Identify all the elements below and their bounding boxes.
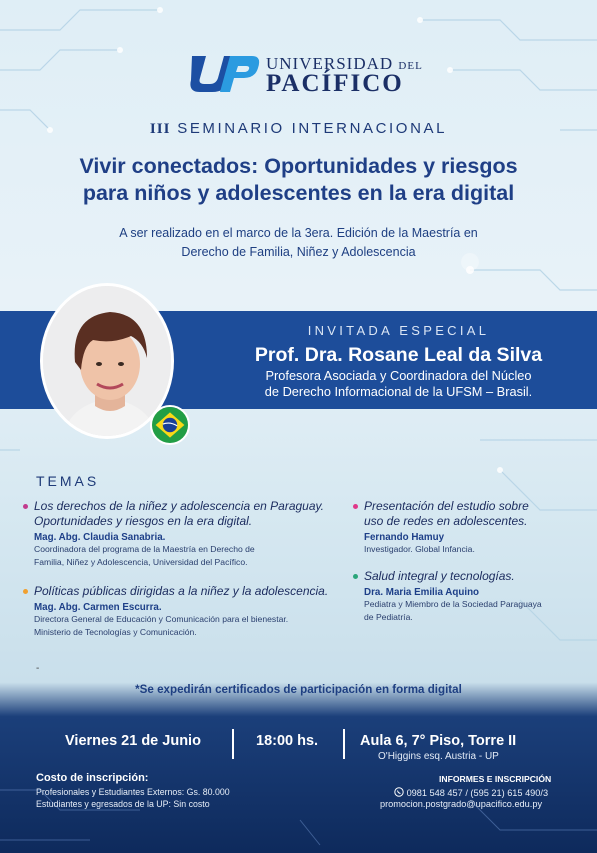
- topic-speaker: Mag. Abg. Claudia Sanabria.: [34, 532, 166, 543]
- topic-item: Los derechos de la niñez y adolescencia en Paraguay. Oportunidades y riesgos en la era digital. Mag. Abg. Claudia Sanabria. Coordinadora del programa de la Maestría en Derecho de Familia, Niñez y Adolescencia, Universidad del Pacífico.: [34, 499, 344, 568]
- topic-bullet: [353, 574, 358, 579]
- info-phone[interactable]: 0981 548 457 / (595 21) 615 490/3: [394, 787, 548, 798]
- guest-label: INVITADA ESPECIAL: [307, 323, 490, 338]
- event-title: Vivir conectados: Oportunidades y riesgos para niños y adolescentes en la era digital: [79, 154, 518, 205]
- event-time: 18:00 hs.: [256, 733, 319, 749]
- certificate-note: *Se expedirán certificados de participación en forma digital: [135, 683, 462, 696]
- seminar-label: III SEMINARIO INTERNACIONAL: [149, 120, 448, 137]
- logo-university: UNIVERSIDAD DEL: [266, 54, 423, 73]
- guest-role: Profesora Asociada y Coordinadora del Núcleo de Derecho Informacional de la UFSM – Brasil.: [264, 368, 533, 399]
- topic-speaker: Dra. Maria Emilia Aquino: [364, 587, 480, 598]
- logo-pacifico: PACÍFICO: [266, 70, 404, 97]
- topic-item: Salud integral y tecnologías. Dra. Maria Emilia Aquino Pediatra y Miembro de la Sociedad Paraguaya de Pediatría.: [364, 569, 584, 623]
- divider: [343, 729, 345, 759]
- brazil-flag-icon: [150, 405, 190, 445]
- event-date: Viernes 21 de Junio: [65, 733, 201, 749]
- event-place: Aula 6, 7° Piso, Torre II: [360, 733, 517, 749]
- topic-bullet: [23, 504, 28, 509]
- topic-speaker: Mag. Abg. Carmen Escurra.: [34, 602, 162, 613]
- info-email[interactable]: promocion.postgrado@upacifico.edu.py: [380, 799, 543, 809]
- guest-name: Prof. Dra. Rosane Leal da Silva: [254, 344, 543, 366]
- topic-speaker: Fernando Hamuy: [364, 532, 445, 543]
- up-logo-mark: [190, 52, 260, 94]
- cost-heading: Costo de inscripción:: [36, 772, 149, 784]
- event-address: O'Higgins esq. Austria - UP: [378, 751, 499, 762]
- topic-item: Políticas públicas dirigidas a la niñez y la adolescencia. Mag. Abg. Carmen Escurra. Directora General de Educación y Comunicación para el bienestar. Ministerio de Tecnologías y Comunicación.: [34, 584, 354, 638]
- temas-heading: TEMAS: [36, 473, 100, 489]
- divider: [232, 729, 234, 759]
- whatsapp-icon: [394, 787, 404, 797]
- info-heading: INFORMES E INSCRIPCIÓN: [439, 774, 552, 784]
- stray-dot: -: [36, 663, 40, 674]
- topic-item: Presentación del estudio sobre uso de redes en adolescentes. Fernando Hamuy Investigador. Global Infancia.: [364, 499, 584, 556]
- cost-line: Estudiantes y egresados de la UP: Sin costo: [36, 799, 210, 809]
- event-subtitle: A ser realizado en el marco de la 3era. Edición de la Maestría en Derecho de Familia, Niñez y Adolescencia: [119, 226, 478, 259]
- cost-line: Profesionales y Estudiantes Externos: Gs. 80.000: [36, 787, 230, 797]
- topic-bullet: [23, 589, 28, 594]
- topic-bullet: [353, 504, 358, 509]
